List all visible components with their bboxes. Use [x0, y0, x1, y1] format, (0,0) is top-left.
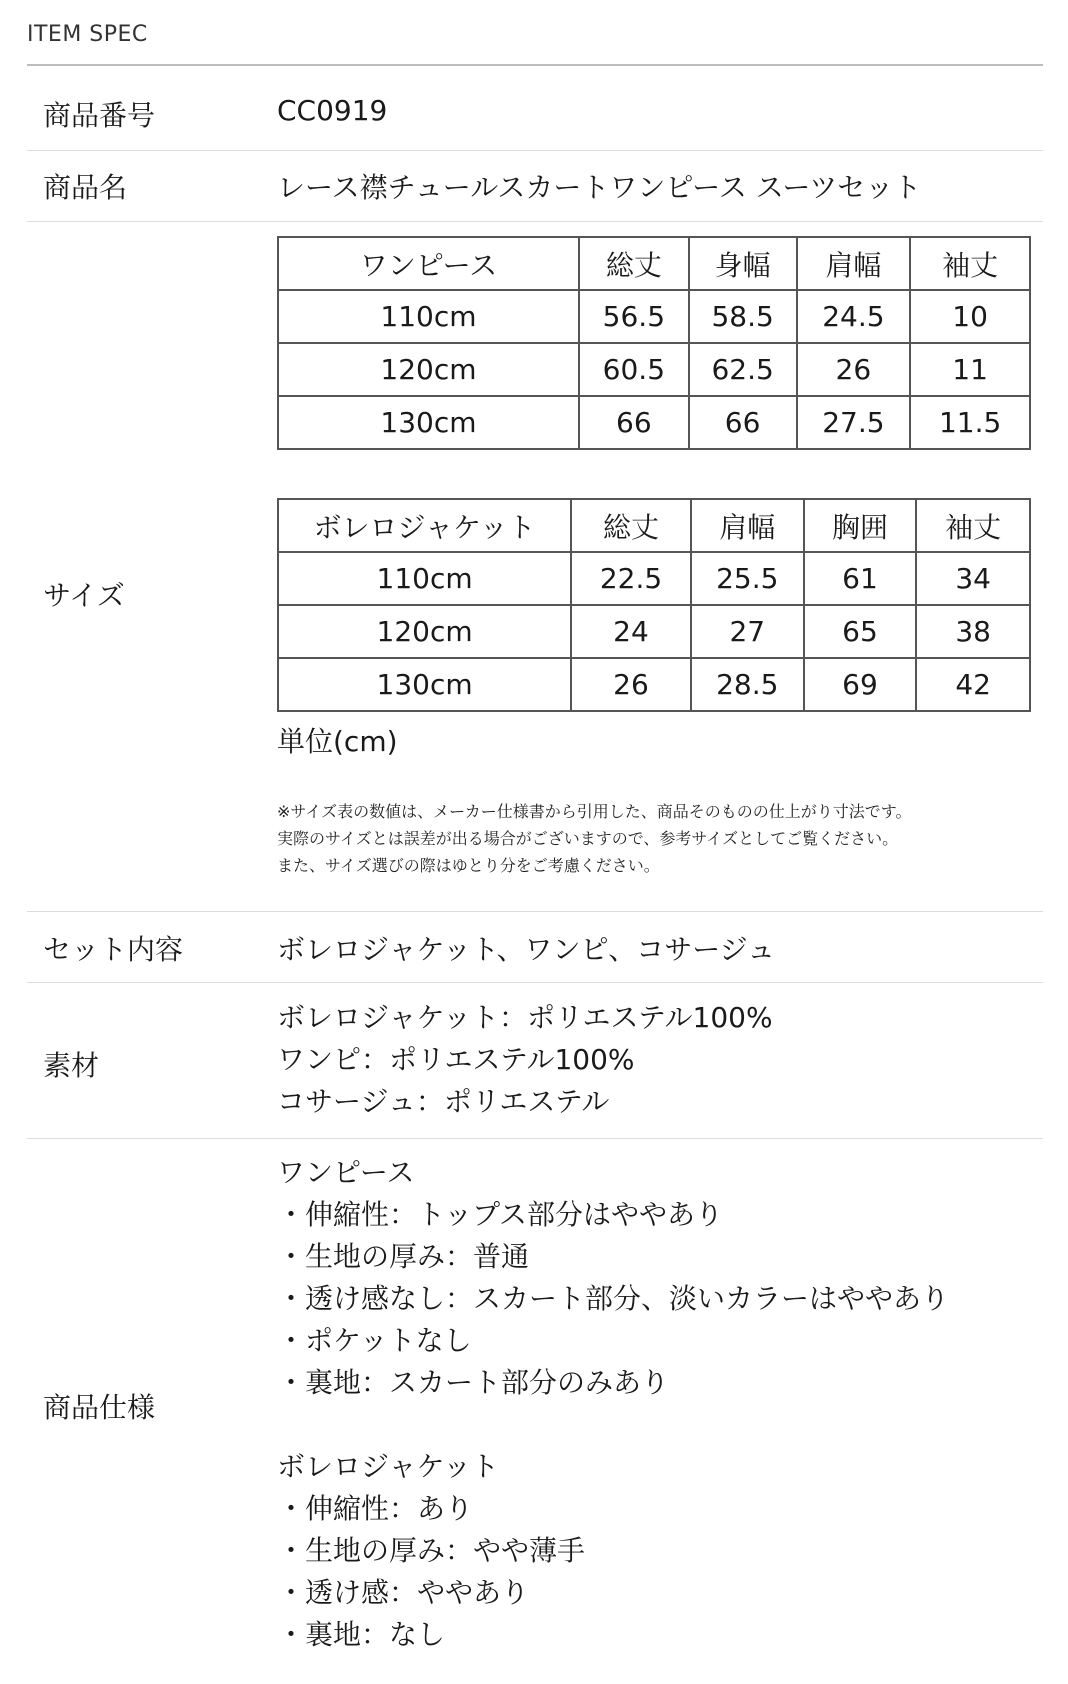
table-header-row [278, 499, 1030, 552]
spec-item: ・生地の厚み：やや薄手 [277, 1534, 586, 1567]
table-cell: 27 [691, 605, 804, 658]
table-header-cell: 袖丈 [916, 499, 1030, 552]
table-cell: 65 [804, 605, 917, 658]
table-cell: 26 [797, 343, 911, 396]
table-cell: 66 [579, 396, 689, 449]
size-label: サイズ [43, 579, 125, 612]
row-divider [27, 221, 1043, 222]
table-header-cell: 身幅 [689, 237, 797, 290]
table-row [278, 396, 1030, 449]
table-cell: 120cm [278, 605, 571, 658]
spec-item: ・透け感なし：スカート部分、淡いカラーはややあり [277, 1282, 950, 1315]
table-cell: 26 [571, 658, 691, 711]
product-name-value: レース襟チュールスカートワンピース スーツセット [277, 171, 922, 204]
jacket-size-table [277, 498, 1031, 712]
row-divider [27, 150, 1043, 151]
row-divider [27, 982, 1043, 983]
table-cell: 38 [916, 605, 1030, 658]
table-cell: 42 [916, 658, 1030, 711]
table-header-cell: 総丈 [579, 237, 689, 290]
table-header-cell: ボレロジャケット [278, 499, 571, 552]
table-row [278, 658, 1030, 711]
table-cell: 110cm [278, 290, 579, 343]
spec-item: ・伸縮性：トップス部分はややあり [277, 1198, 724, 1231]
table-cell: 24.5 [797, 290, 911, 343]
table-header-cell: 肩幅 [797, 237, 911, 290]
header-divider [27, 64, 1043, 66]
table-cell: 27.5 [797, 396, 911, 449]
table-cell: 28.5 [691, 658, 804, 711]
table-header-cell: 肩幅 [691, 499, 804, 552]
material-lines [277, 997, 773, 1123]
size-notes [277, 798, 912, 879]
product-number-value: CC0919 [277, 94, 388, 127]
product-number-label: 商品番号 [43, 99, 156, 132]
table-header-cell: 胸囲 [804, 499, 917, 552]
table-cell: 130cm [278, 396, 579, 449]
table-header-cell: 袖丈 [910, 237, 1030, 290]
section-header: ITEM SPEC [27, 22, 148, 47]
table-row [278, 290, 1030, 343]
row-divider [27, 911, 1043, 912]
spec-item: ・生地の厚み：普通 [277, 1240, 530, 1273]
spec-title: ボレロジャケット [277, 1450, 500, 1483]
spec-item: ・裏地：スカート部分のみあり [277, 1366, 670, 1399]
table-cell: 11.5 [910, 396, 1030, 449]
product-name-label: 商品名 [43, 171, 128, 204]
table-cell: 60.5 [579, 343, 689, 396]
table-cell: 24 [571, 605, 691, 658]
set-contents-label: セット内容 [43, 933, 184, 966]
table-cell: 110cm [278, 552, 571, 605]
note-line: ※サイズ表の数値は、メーカー仕様書から引用した、商品そのものの仕上がり寸法です。 [277, 802, 912, 821]
spec-spacer [277, 1404, 949, 1446]
table-header-cell: ワンピース [278, 237, 579, 290]
note-line: 実際のサイズとは誤差が出る場合がございますので、参考サイズとしてご覧ください。 [277, 829, 899, 848]
spec-item: ・伸縮性：あり [277, 1492, 474, 1525]
table-cell: 10 [910, 290, 1030, 343]
table-cell: 66 [689, 396, 797, 449]
spec-lines [277, 1152, 949, 1656]
row-divider [27, 1138, 1043, 1139]
set-contents-value: ボレロジャケット、ワンピ、コサージュ [277, 933, 776, 966]
table-row [278, 552, 1030, 605]
size-unit: 単位(cm) [277, 725, 398, 758]
spec-item: ・ポケットなし [277, 1324, 472, 1357]
table-cell: 62.5 [689, 343, 797, 396]
table-cell: 25.5 [691, 552, 804, 605]
material-line: ワンピ：ポリエステル100% [277, 1043, 635, 1076]
table-cell: 120cm [278, 343, 579, 396]
table-cell: 58.5 [689, 290, 797, 343]
table-cell: 22.5 [571, 552, 691, 605]
spec-item: ・透け感：ややあり [277, 1576, 530, 1609]
note-line: また、サイズ選びの際はゆとり分をご考慮ください。 [277, 856, 660, 875]
table-cell: 61 [804, 552, 917, 605]
table-cell: 34 [916, 552, 1030, 605]
table-cell: 56.5 [579, 290, 689, 343]
table-cell: 11 [910, 343, 1030, 396]
table-header-cell: 総丈 [571, 499, 691, 552]
onepiece-size-table [277, 236, 1031, 450]
spec-title: ワンピース [277, 1156, 415, 1189]
table-row [278, 605, 1030, 658]
table-header-row [278, 237, 1030, 290]
table-cell: 69 [804, 658, 917, 711]
table-cell: 130cm [278, 658, 571, 711]
spec-label: 商品仕様 [43, 1391, 156, 1424]
material-line: ボレロジャケット：ポリエステル100% [277, 1001, 773, 1034]
spec-item: ・裏地：なし [277, 1618, 446, 1651]
table-row [278, 343, 1030, 396]
material-line: コサージュ：ポリエステル [277, 1085, 610, 1118]
material-label: 素材 [43, 1049, 100, 1082]
